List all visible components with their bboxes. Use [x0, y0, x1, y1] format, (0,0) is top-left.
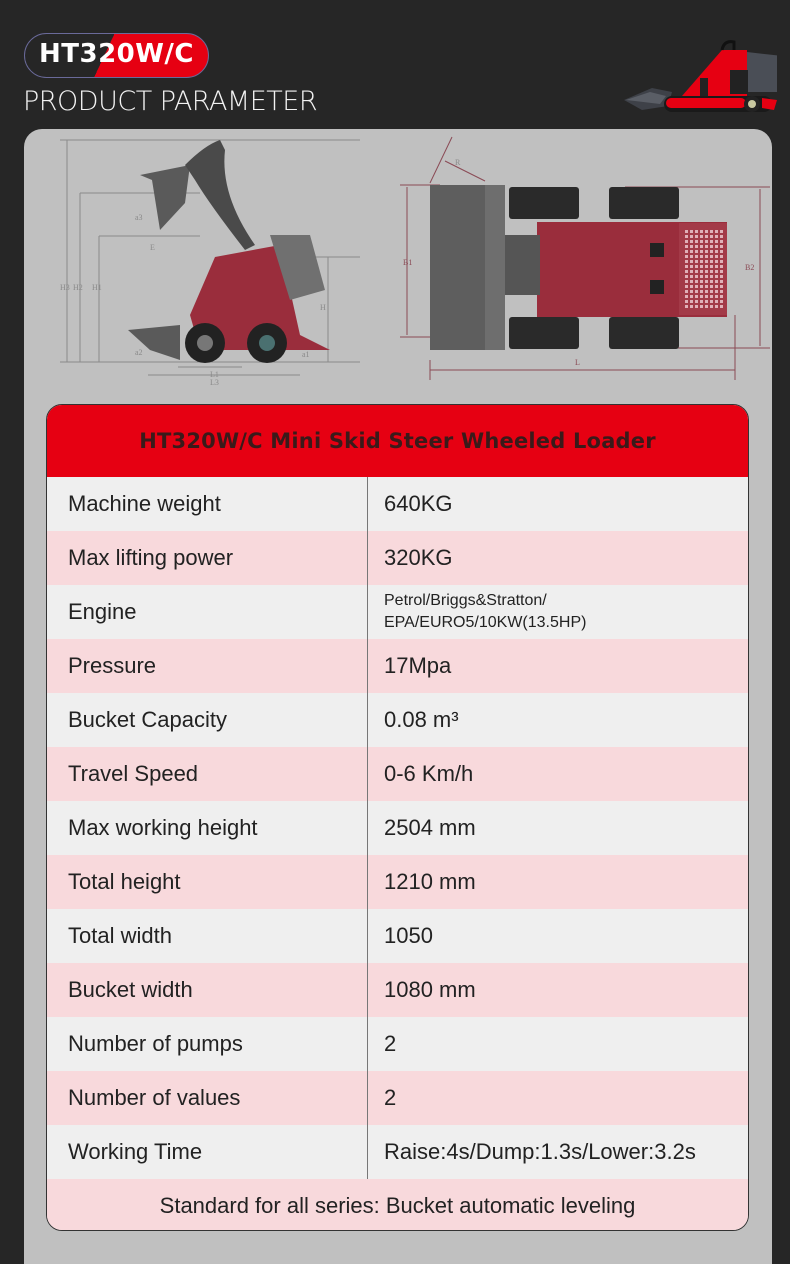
row-value: 1050 — [384, 923, 433, 948]
row-value: 0.08 m³ — [384, 707, 459, 732]
row-label: Number of pumps — [47, 1017, 368, 1071]
svg-text:a3: a3 — [135, 213, 143, 222]
row-value: 1210 mm — [384, 869, 476, 894]
row-value: 320KG — [384, 545, 453, 570]
spec-table — [46, 404, 749, 1231]
svg-text:H2: H2 — [73, 283, 83, 292]
table-row-total-height — [47, 855, 748, 909]
row-value: 640KG — [384, 491, 453, 516]
svg-text:L1: L1 — [210, 370, 219, 379]
side-view-dimension-diagram — [60, 135, 380, 385]
row-value — [368, 585, 748, 639]
svg-text:L: L — [575, 358, 580, 367]
table-row-total-width — [47, 909, 748, 963]
model-badge-text: HT320W/C — [38, 39, 195, 69]
svg-text:H3: H3 — [60, 283, 70, 292]
row-label: Max lifting power — [47, 531, 368, 585]
row-value: 2 — [384, 1085, 397, 1110]
table-row-working-time — [47, 1125, 748, 1179]
table-row-travel-speed — [47, 747, 748, 801]
row-value-line: Petrol/Briggs&Stratton/ — [384, 592, 547, 609]
row-label: Pressure — [47, 639, 368, 693]
row-label: Bucket Capacity — [47, 693, 368, 747]
section-subtitle: PRODUCT PARAMETER — [23, 86, 318, 117]
hero-machine-image — [622, 20, 777, 112]
spec-table-title: HT320W/C Mini Skid Steer Wheeled Loader — [139, 429, 656, 453]
row-label: Total width — [47, 909, 368, 963]
model-badge — [24, 33, 209, 78]
table-row-bucket-capacity — [47, 693, 748, 747]
row-label: Number of values — [47, 1071, 368, 1125]
row-value: 2504 mm — [384, 815, 476, 840]
row-label: Machine weight — [47, 477, 368, 531]
table-row-max-working-height — [47, 801, 748, 855]
table-row-pressure — [47, 639, 748, 693]
table-row-bucket-width — [47, 963, 748, 1017]
table-row-max-lifting-power — [47, 531, 748, 585]
row-label: Total height — [47, 855, 368, 909]
row-value: 1080 mm — [384, 977, 476, 1002]
row-value-line: EPA/EURO5/10KW(13.5HP) — [384, 614, 587, 631]
row-label: Working Time — [47, 1125, 368, 1179]
row-label: Bucket width — [47, 963, 368, 1017]
svg-text:B1: B1 — [403, 258, 413, 267]
row-value: Raise:4s/Dump:1.3s/Lower:3.2s — [384, 1139, 696, 1164]
svg-text:R: R — [455, 158, 461, 167]
spec-table-footer: Standard for all series: Bucket automatic leveling — [47, 1179, 748, 1231]
svg-text:a2: a2 — [135, 348, 143, 357]
row-label: Max working height — [47, 801, 368, 855]
svg-text:H1: H1 — [92, 283, 102, 292]
top-view-dimension-diagram — [395, 135, 775, 385]
row-label: Engine — [47, 585, 368, 639]
spec-table-header — [47, 405, 748, 477]
svg-text:a1: a1 — [302, 350, 310, 359]
svg-text:L3: L3 — [210, 378, 219, 385]
table-row-machine-weight — [47, 477, 748, 531]
table-row-number-of-pumps — [47, 1017, 748, 1071]
svg-text:E: E — [150, 243, 155, 252]
table-row-engine — [47, 585, 748, 639]
row-value: 17Mpa — [384, 653, 452, 678]
row-value: 2 — [384, 1031, 397, 1056]
row-value: 0-6 Km/h — [384, 761, 474, 786]
table-row-number-of-values — [47, 1071, 748, 1125]
svg-text:B2: B2 — [745, 263, 755, 272]
svg-text:H: H — [320, 303, 326, 312]
row-label: Travel Speed — [47, 747, 368, 801]
